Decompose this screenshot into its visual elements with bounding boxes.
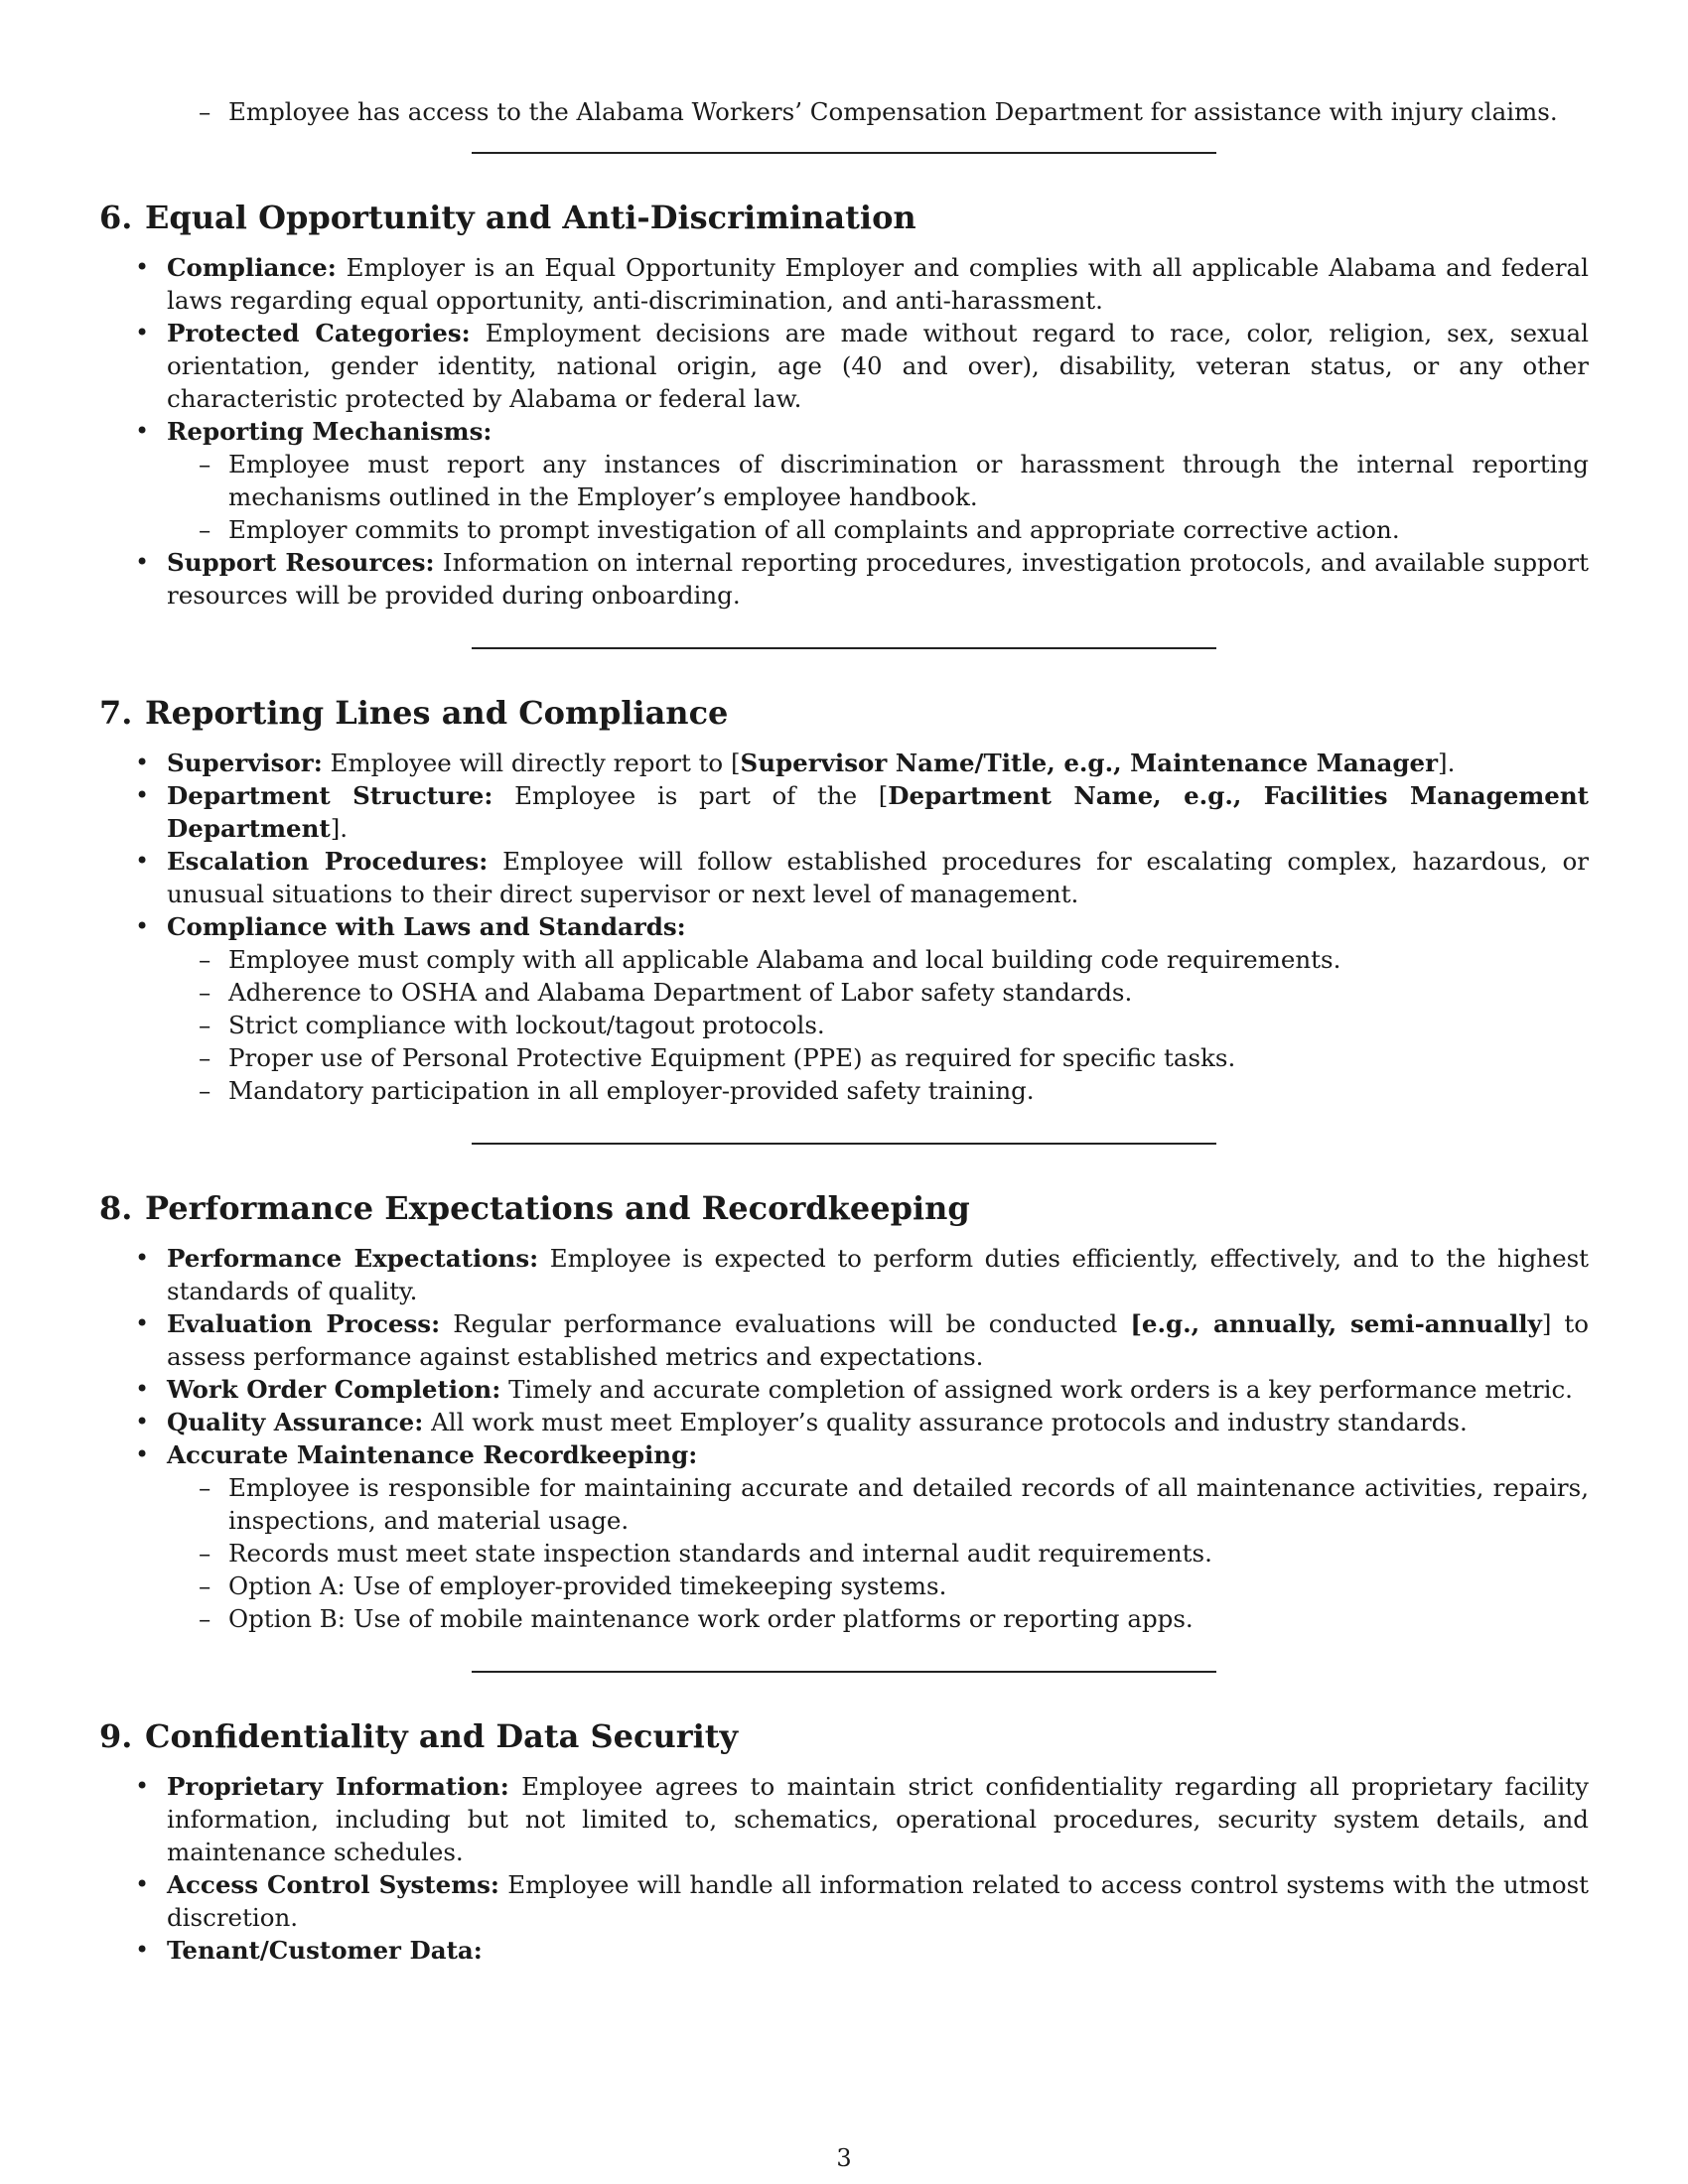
- sub-list-item: [99, 943, 1589, 976]
- list-item: [99, 910, 1589, 943]
- bullet-marker: •: [135, 781, 150, 809]
- item-label: Quality Assurance:: [167, 1408, 424, 1436]
- item-label: Proprietary Information:: [167, 1772, 509, 1801]
- sub-list-item: [99, 448, 1589, 513]
- sub-item-text: Employee is responsible for maintaining accurate and detailed records of all maintenance activities, repairs, inspections, and material usage.: [228, 1473, 1589, 1535]
- dash-marker: –: [199, 450, 211, 478]
- section-divider: [472, 1143, 1216, 1145]
- sub-list-item: [99, 1570, 1589, 1602]
- item-label: Compliance with Laws and Standards:: [167, 912, 686, 941]
- bullet-marker: •: [135, 548, 150, 576]
- section-7-list: [99, 747, 1589, 1107]
- sub-item-text: Mandatory participation in all employer-provided safety training.: [228, 1076, 1035, 1105]
- item-text: Employee is part of the [: [492, 781, 889, 810]
- section-number: 6.: [99, 199, 133, 236]
- intro-sub-list: [99, 95, 1589, 128]
- bullet-marker: •: [135, 1244, 150, 1272]
- item-label: Access Control Systems:: [167, 1870, 499, 1899]
- dash-marker: –: [199, 515, 211, 544]
- list-item: [99, 1438, 1589, 1471]
- dash-marker: –: [199, 1043, 211, 1072]
- sub-list-item: [99, 976, 1589, 1009]
- item-text: Employee will handle all information related to access control systems with the utmost discretion.: [167, 1870, 1589, 1932]
- sub-item-text: Option A: Use of employer-provided timekeeping systems.: [228, 1571, 947, 1600]
- bullet-marker: •: [135, 319, 150, 346]
- bullet-marker: •: [135, 912, 150, 940]
- document-page: [99, 95, 1589, 2002]
- bullet-marker: •: [135, 417, 150, 445]
- section-number: 9.: [99, 1717, 133, 1755]
- section-heading-9: [99, 1716, 1589, 1756]
- bullet-marker: •: [135, 1936, 150, 1964]
- item-label: Tenant/Customer Data:: [167, 1936, 483, 1965]
- item-label: Work Order Completion:: [167, 1375, 501, 1404]
- list-item: [99, 251, 1589, 317]
- list-item: [99, 1934, 1589, 1967]
- item-label: Department Structure:: [167, 781, 493, 810]
- sub-item-text: Employee must report any instances of discrimination or harassment through the internal reporting mechanisms outlined in the Employer’s employee handbook.: [228, 450, 1589, 511]
- sub-item-text: Proper use of Personal Protective Equipment (PPE) as required for specific tasks.: [228, 1043, 1236, 1072]
- item-label: Protected Categories:: [167, 319, 471, 347]
- bullet-marker: •: [135, 1375, 150, 1403]
- list-item: [99, 779, 1589, 845]
- item-label: Compliance:: [167, 253, 337, 282]
- section-title: Confidentiality and Data Security: [145, 1717, 739, 1755]
- list-item: [99, 317, 1589, 415]
- item-text: ].: [1438, 749, 1456, 777]
- sub-item-text: Strict compliance with lockout/tagout protocols.: [228, 1011, 825, 1039]
- item-label: Escalation Procedures:: [167, 847, 489, 876]
- placeholder-text: Department Name, e.g., Facilities Management Department: [167, 781, 1589, 843]
- dash-marker: –: [199, 978, 211, 1007]
- item-text: Timely and accurate completion of assigned work orders is a key performance metric.: [500, 1375, 1573, 1404]
- dash-marker: –: [199, 97, 211, 126]
- list-item: [99, 747, 1589, 779]
- list-item: [99, 1406, 1589, 1438]
- sub-list-item: [99, 1041, 1589, 1074]
- sub-list-item: [99, 1471, 1589, 1537]
- item-text: Employer is an Equal Opportunity Employer and complies with all applicable Alabama and federal laws regarding equal opportunity, anti-discrimination, and anti-harassment.: [167, 253, 1589, 315]
- section-number: 8.: [99, 1189, 133, 1227]
- section-heading-7: [99, 693, 1589, 733]
- placeholder-text: Supervisor Name/Title, e.g., Maintenance Manager: [740, 749, 1439, 777]
- list-item: [99, 1868, 1589, 1934]
- sub-list-item: [99, 513, 1589, 546]
- item-label: Support Resources:: [167, 548, 435, 577]
- item-label: Reporting Mechanisms:: [167, 417, 492, 446]
- dash-marker: –: [199, 1539, 211, 1568]
- item-text: ].: [330, 814, 349, 843]
- item-text: ] to assess performance against established metrics and expectations.: [167, 1309, 1590, 1371]
- dash-marker: –: [199, 945, 211, 974]
- sub-list-item: [99, 1009, 1589, 1041]
- item-text: Regular performance evaluations will be conducted: [440, 1309, 1131, 1338]
- list-item: [99, 845, 1589, 910]
- page-number: 3: [836, 2144, 852, 2172]
- item-text: Employment decisions are made without regard to race, color, religion, sex, sexual orientation, gender identity, national origin, age (40 and over), disability, veteran status, or any other characteristic protected by Alabama or federal law.: [167, 319, 1589, 413]
- section-number: 7.: [99, 694, 133, 732]
- section-title: Performance Expectations and Recordkeeping: [145, 1189, 970, 1227]
- dash-marker: –: [199, 1473, 211, 1502]
- list-item: [99, 1242, 1589, 1307]
- sub-list-item: [99, 95, 1589, 128]
- item-text: Employee is expected to perform duties efficiently, effectively, and to the highest standards of quality.: [167, 1244, 1590, 1305]
- sub-list-item: [99, 1537, 1589, 1570]
- bullet-marker: •: [135, 1772, 150, 1800]
- bullet-marker: •: [135, 1408, 150, 1435]
- sub-item-text: Option B: Use of mobile maintenance work order platforms or reporting apps.: [228, 1604, 1194, 1633]
- bullet-marker: •: [135, 1309, 150, 1337]
- item-text: Employee will follow established procedures for escalating complex, hazardous, or unusual situations to their direct supervisor or next level of management.: [167, 847, 1589, 908]
- section-9-list: [99, 1770, 1589, 1967]
- item-label: Accurate Maintenance Recordkeeping:: [167, 1440, 698, 1469]
- item-label: Evaluation Process:: [167, 1309, 441, 1338]
- sub-list-item: [99, 1074, 1589, 1107]
- sub-item-text: Records must meet state inspection standards and internal audit requirements.: [228, 1539, 1212, 1568]
- sub-item-text: Employer commits to prompt investigation of all complaints and appropriate corrective action.: [228, 515, 1400, 544]
- item-text: Employee will directly report to [: [322, 749, 741, 777]
- item-text: Employee agrees to maintain strict confidentiality regarding all proprietary facility information, including but not limited to, schematics, operational procedures, security system details, and maintenance schedules.: [167, 1772, 1589, 1866]
- sub-item-text: Employee must comply with all applicable Alabama and local building code requirements.: [228, 945, 1341, 974]
- item-text: Information on internal reporting procedures, investigation protocols, and available support resources will be provided during onboarding.: [167, 548, 1589, 610]
- list-item: [99, 1770, 1589, 1868]
- item-label: Supervisor:: [167, 749, 323, 777]
- bullet-marker: •: [135, 847, 150, 875]
- item-label: Performance Expectations:: [167, 1244, 539, 1273]
- dash-marker: –: [199, 1571, 211, 1600]
- sub-list-item: [99, 1602, 1589, 1635]
- section-8-list: [99, 1242, 1589, 1635]
- bullet-marker: •: [135, 253, 150, 281]
- section-title: Reporting Lines and Compliance: [145, 694, 729, 732]
- sub-item-text: Adherence to OSHA and Alabama Department of Labor safety standards.: [228, 978, 1133, 1007]
- section-heading-8: [99, 1188, 1589, 1228]
- section-title: Equal Opportunity and Anti-Discrimination: [145, 199, 916, 236]
- item-text: All work must meet Employer’s quality assurance protocols and industry standards.: [423, 1408, 1468, 1436]
- bullet-marker: •: [135, 1440, 150, 1468]
- placeholder-text: [e.g., annually, semi-annually: [1130, 1309, 1542, 1338]
- bullet-marker: •: [135, 1870, 150, 1898]
- dash-marker: –: [199, 1011, 211, 1039]
- section-heading-6: [99, 198, 1589, 237]
- list-item: [99, 1307, 1589, 1373]
- section-6-list: [99, 251, 1589, 612]
- section-divider: [472, 647, 1216, 649]
- list-item: [99, 415, 1589, 448]
- section-divider: [472, 152, 1216, 154]
- dash-marker: –: [199, 1604, 211, 1633]
- section-divider: [472, 1671, 1216, 1673]
- list-item: [99, 546, 1589, 612]
- dash-marker: –: [199, 1076, 211, 1105]
- bullet-marker: •: [135, 749, 150, 776]
- list-item: [99, 1373, 1589, 1406]
- sub-item-text: Employee has access to the Alabama Workers’ Compensation Department for assistance with injury claims.: [228, 97, 1558, 126]
